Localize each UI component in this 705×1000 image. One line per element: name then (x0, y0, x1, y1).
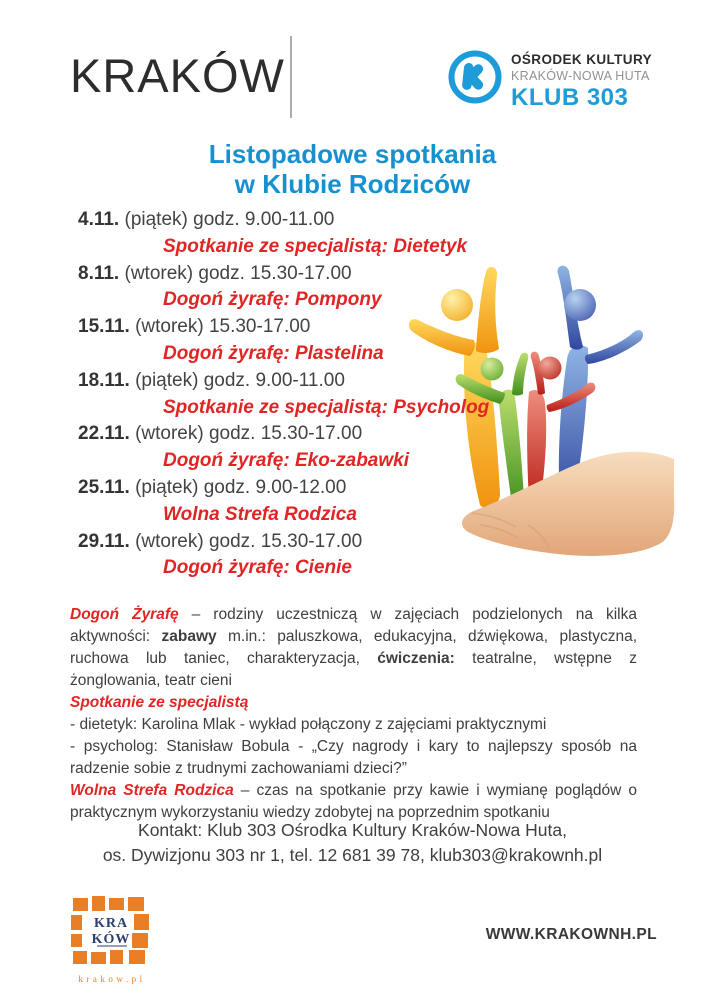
poster-title (0, 139, 705, 199)
schedule-event: Dogoń żyrafę: Eko-zabawki (163, 450, 409, 472)
spotkanie-item-dietetyk: - dietetyk: Karolina Mlak - wykład połączony z zajęciami praktycznymi (70, 716, 547, 733)
website-url: WWW.KRAKOWNH.PL (485, 926, 657, 943)
schedule-date-line (78, 261, 578, 288)
krakow-wordmark: KRAKÓW (70, 49, 285, 102)
dogon-text1: – rodziny uczestniczą w zajęciach podzielonych na kilka aktywności: (70, 606, 637, 645)
schedule-date: 8.11. (78, 262, 120, 284)
schedule-details: (piątek) godz. 9.00-11.00 (135, 369, 345, 391)
poster-title-line1: Listopadowe spotkania (208, 139, 497, 169)
schedule-date: 29.11. (78, 530, 130, 552)
schedule-item (78, 475, 578, 529)
description-dogon (70, 604, 637, 692)
schedule-details: (wtorek) godz. 15.30-17.00 (135, 530, 363, 552)
schedule-event: Dogoń żyrafę: Pompony (163, 289, 382, 311)
term-dogon-zyrafe: Dogoń Żyrafę (70, 606, 179, 623)
schedule-event: Spotkanie ze specjalistą: Dietetyk (163, 235, 468, 257)
description-wolna-strefa (70, 780, 637, 824)
org-club: KLUB 303 (511, 84, 629, 111)
dogon-text3: teatralne, wstępne z żonglowania, teatr cieni (70, 650, 637, 689)
schedule-date-line (78, 314, 578, 341)
schedule-date: 18.11. (78, 369, 130, 391)
contact-line1: Kontakt: Klub 303 Ośrodka Kultury Kraków-Nowa Huta, (138, 820, 567, 840)
poster-title-line2: w Klubie Rodziców (234, 169, 471, 199)
dogon-bold2: ćwiczenia: (377, 650, 455, 667)
klub303-k-icon (448, 50, 502, 109)
org-name: OŚRODEK KULTURY (511, 52, 652, 67)
mosaic-text-top: KRA (93, 916, 129, 931)
klub303-logo (448, 50, 652, 112)
org-district: KRAKÓW-NOWA HUTA (511, 69, 650, 83)
schedule-details: (wtorek) 15.30-17.00 (135, 316, 311, 338)
krakow-pl-caption: krakow.pl (78, 974, 146, 984)
description-spotkanie (70, 692, 637, 780)
mosaic-text-bottom: KÓW (91, 932, 131, 947)
schedule-date-line (78, 475, 578, 502)
descriptions (70, 604, 637, 824)
schedule-list (78, 207, 578, 582)
schedule-item (78, 314, 578, 368)
term-spotkanie: Spotkanie ze specjalistą (70, 694, 249, 711)
schedule-details: (wtorek) godz. 15.30-17.00 (124, 262, 352, 284)
schedule-details: (wtorek) godz. 15.30-17.00 (135, 423, 363, 445)
schedule-event: Dogoń żyrafę: Cienie (163, 557, 352, 579)
schedule-item (78, 207, 578, 261)
schedule-item (78, 261, 578, 315)
header-divider (290, 36, 292, 118)
schedule-event: Spotkanie ze specjalistą: Psycholog (163, 396, 490, 418)
term-wolna-strefa: Wolna Strefa Rodzica (70, 782, 234, 799)
schedule-date: 22.11. (78, 423, 130, 445)
contact-block (0, 818, 705, 867)
schedule-date: 15.11. (78, 316, 130, 338)
schedule-date: 25.11. (78, 476, 130, 498)
schedule-item (78, 529, 578, 583)
schedule-details: (piątek) godz. 9.00-11.00 (124, 209, 335, 230)
schedule-details: (piątek) godz. 9.00-12.00 (135, 476, 347, 498)
contact-line2: os. Dywizjonu 303 nr 1, tel. 12 681 39 78, klub303@krakownh.pl (102, 844, 603, 865)
schedule-event: Dogoń żyrafę: Plastelina (163, 342, 384, 364)
dogon-text2: m.in.: paluszkowa, edukacyjna, dźwiękowa, plastyczna, ruchowa lub taniec, charakteryzacja, (70, 628, 637, 667)
org-text (511, 50, 652, 112)
schedule-date-line (78, 529, 578, 556)
schedule-event: Wolna Strefa Rodzica (163, 503, 357, 525)
schedule-date-line (78, 368, 578, 395)
dogon-bold1: zabawy (161, 628, 217, 645)
schedule-item (78, 368, 578, 422)
krakow-mosaic-logo (70, 895, 154, 984)
schedule-item (78, 421, 578, 475)
schedule-date-line (78, 207, 578, 234)
schedule-date: 4.11. (78, 209, 120, 230)
spotkanie-item-psycholog: - psycholog: Stanisław Bobula - „Czy nagrody i kary to najlepszy sposób na radzenie sobie z trudnymi zachowaniami dzieci?” (70, 738, 637, 777)
schedule-date-line (78, 421, 578, 448)
wolna-text: – czas na spotkanie przy kawie i wymianę poglądów o praktycznym wykorzystaniu wiedzy zdobytej na poprzednim spotkaniu (70, 782, 638, 821)
